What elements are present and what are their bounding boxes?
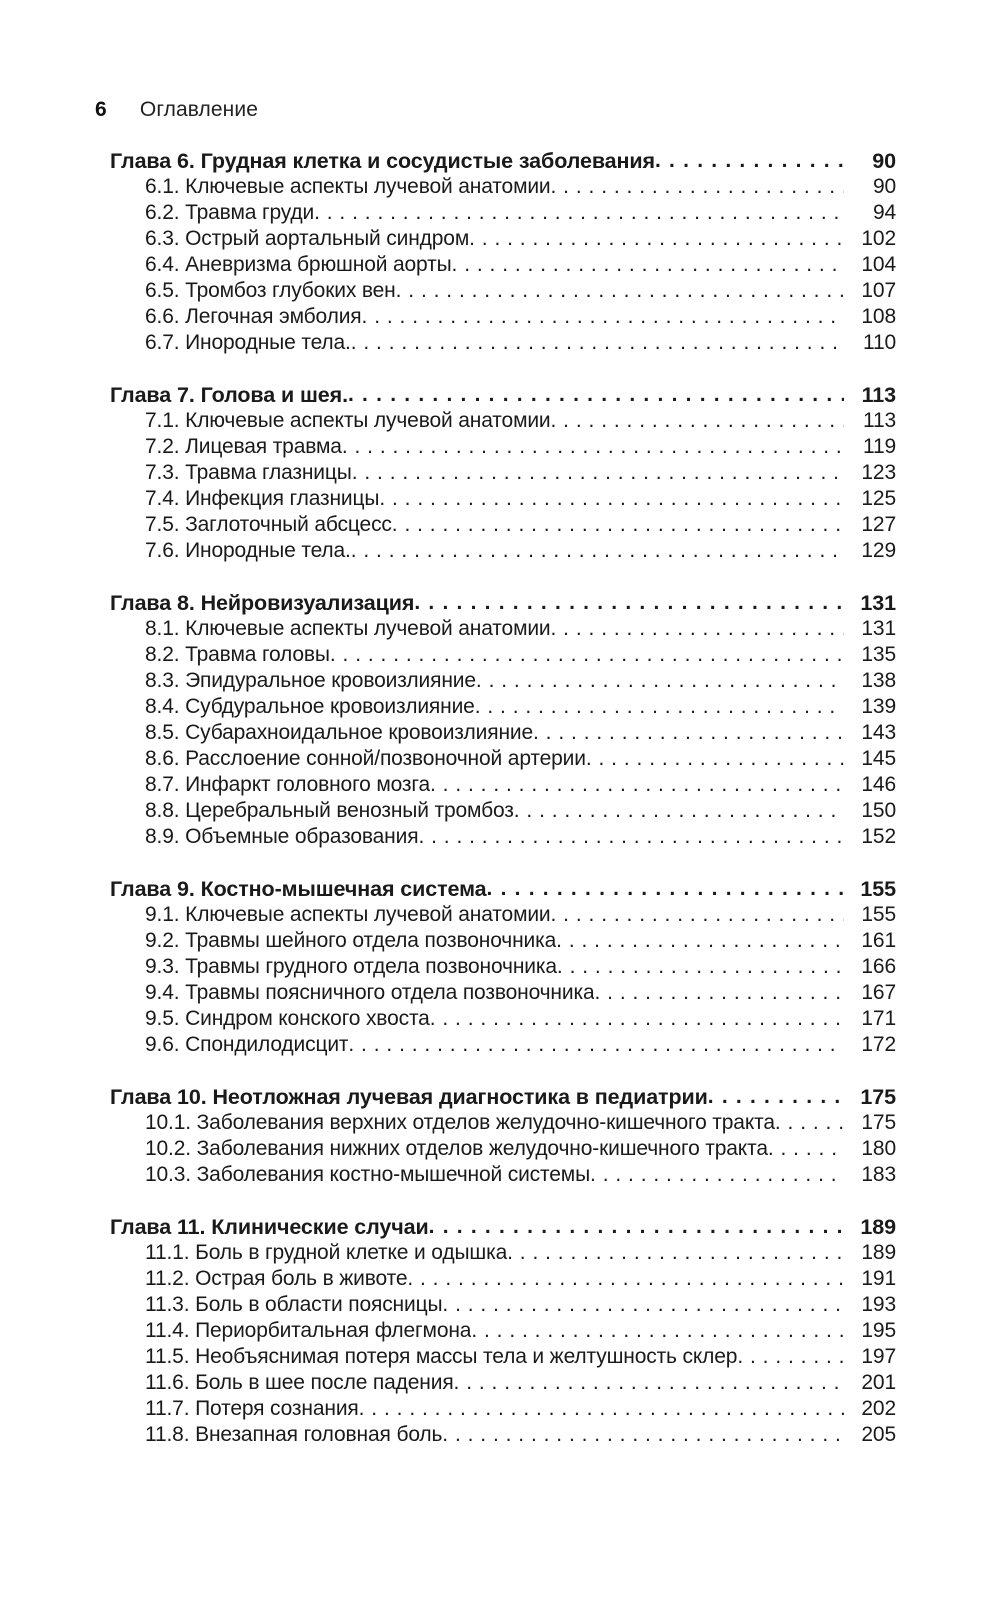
toc-section-row[interactable]	[110, 1292, 896, 1318]
running-header	[95, 98, 258, 122]
toc-section-row[interactable]	[110, 1318, 896, 1344]
toc-section-row[interactable]	[110, 460, 896, 486]
toc-section-title: 9.6. Спондилодисцит	[145, 1033, 349, 1056]
toc-chapter-page-number: 189	[860, 1215, 896, 1239]
toc-section-title: 8.4. Субдуральное кровоизлияние	[145, 695, 475, 718]
dot-leader	[514, 798, 844, 824]
toc-section-page-number: 155	[861, 903, 896, 926]
toc-chapter-row[interactable]	[110, 148, 896, 174]
toc-section-row[interactable]	[110, 694, 896, 720]
toc-section-row[interactable]	[110, 408, 896, 434]
dot-leader	[476, 668, 844, 694]
toc-section-title: 11.3. Боль в области поясницы	[145, 1293, 443, 1316]
toc-section-page-number: 193	[861, 1293, 896, 1316]
toc-chapter-title: Глава 8. Нейровизуализация	[110, 591, 415, 615]
toc-section-row[interactable]	[110, 1240, 896, 1266]
toc-section-title: 8.1. Ключевые аспекты лучевой анатомии	[145, 617, 551, 640]
toc-section-row[interactable]	[110, 512, 896, 538]
dot-leader	[737, 1344, 844, 1370]
dot-leader	[442, 1292, 844, 1318]
dot-leader	[507, 1240, 844, 1266]
toc-section-page-number: 191	[861, 1267, 896, 1290]
toc-chapter-block	[110, 876, 896, 1058]
dot-leader	[359, 1396, 844, 1422]
toc-chapter-block	[110, 1084, 896, 1188]
toc-chapter-row[interactable]	[110, 590, 896, 616]
dot-leader	[418, 824, 844, 850]
dot-leader	[475, 694, 844, 720]
dot-leader	[533, 720, 844, 746]
toc-section-title: 7.5. Заглоточный абсцесс	[145, 513, 392, 536]
dot-leader	[551, 616, 844, 642]
toc-section-page-number: 139	[861, 695, 896, 718]
toc-section-page-number: 145	[861, 747, 896, 770]
toc-section-title: 11.6. Боль в шее после падения	[145, 1371, 454, 1394]
toc-section-row[interactable]	[110, 798, 896, 824]
toc-chapter-block	[110, 382, 896, 564]
dot-leader	[396, 278, 844, 304]
toc-chapter-title: Глава 11. Клинические случаи	[110, 1215, 429, 1239]
toc-section-title: 8.5. Субарахноидальное кровоизлияние	[145, 721, 534, 744]
dot-leader	[442, 1422, 844, 1448]
toc-section-page-number: 119	[862, 435, 896, 458]
toc-section-page-number: 127	[861, 513, 896, 536]
toc-section-title: 11.1. Боль в грудной клетке и одышка	[145, 1241, 508, 1264]
toc-section-page-number: 123	[861, 461, 896, 484]
dot-leader	[469, 226, 844, 252]
toc-section-row[interactable]	[110, 1422, 896, 1448]
dot-leader	[314, 200, 844, 226]
dot-leader	[351, 538, 844, 564]
toc-chapter-page-number: 131	[860, 591, 896, 615]
toc-section-title: 7.2. Лицевая травма	[145, 435, 342, 458]
dot-leader	[414, 590, 844, 616]
toc-section-title: 6.5. Тромбоз глубоких вен	[145, 279, 396, 302]
toc-chapter-title: Глава 7. Голова и шея.	[110, 383, 348, 407]
dot-leader	[342, 434, 844, 460]
toc-section-row[interactable]	[110, 902, 896, 928]
toc-section-row[interactable]	[110, 824, 896, 850]
dot-leader	[655, 148, 844, 174]
toc-section-page-number: 138	[861, 669, 896, 692]
toc-section-row[interactable]	[110, 174, 896, 200]
toc-section-row[interactable]	[110, 1266, 896, 1292]
toc-section-title: 11.7. Потеря сознания	[145, 1397, 359, 1420]
dot-leader	[551, 174, 844, 200]
toc-section-page-number: 180	[861, 1137, 896, 1160]
toc-section-row[interactable]	[110, 980, 896, 1006]
toc-section-title: 6.2. Травма груди	[145, 201, 315, 224]
dot-leader	[351, 330, 844, 356]
toc-section-page-number: 205	[861, 1423, 896, 1446]
toc-section-row[interactable]	[110, 1110, 896, 1136]
dot-leader	[348, 1032, 844, 1058]
toc-section-page-number: 113	[862, 409, 896, 432]
dot-leader	[775, 1110, 844, 1136]
dot-leader	[330, 642, 844, 668]
dot-leader	[407, 1266, 844, 1292]
dot-leader	[708, 1084, 844, 1110]
dot-leader	[392, 512, 844, 538]
toc-section-title: 10.1. Заболевания верхних отделов желудочно-кишечного тракта	[145, 1111, 775, 1134]
toc-section-page-number: 94	[872, 201, 896, 224]
dot-leader	[452, 252, 844, 278]
toc-section-page-number: 110	[862, 331, 896, 354]
toc-section-row[interactable]	[110, 1396, 896, 1422]
toc-chapter-title: Глава 6. Грудная клетка и сосудистые заболевания	[110, 149, 655, 173]
toc-chapter-title: Глава 10. Неотложная лучевая диагностика в педиатрии	[110, 1085, 708, 1109]
dot-leader	[379, 486, 844, 512]
toc-section-title: 8.2. Травма головы	[145, 643, 330, 666]
toc-section-page-number: 131	[861, 617, 896, 640]
toc-section-title: 7.1. Ключевые аспекты лучевой анатомии	[145, 409, 551, 432]
toc-section-title: 8.9. Объемные образования	[145, 825, 419, 848]
dot-leader	[430, 1006, 844, 1032]
toc-section-row[interactable]	[110, 954, 896, 980]
toc-section-row[interactable]	[110, 746, 896, 772]
toc-section-page-number: 102	[861, 227, 896, 250]
toc-section-title: 11.5. Необъяснимая потеря массы тела и желтушность склер	[145, 1345, 738, 1368]
dot-leader	[594, 980, 844, 1006]
toc-section-row[interactable]	[110, 928, 896, 954]
toc-section-title: 9.5. Синдром конского хвоста	[145, 1007, 430, 1030]
toc-section-page-number: 107	[861, 279, 896, 302]
page-title: Оглавление	[139, 98, 258, 121]
toc-section-page-number: 150	[861, 799, 896, 822]
toc-section-row[interactable]	[110, 434, 896, 460]
toc-chapter-row[interactable]	[110, 382, 896, 408]
toc-chapter-page-number: 113	[861, 383, 896, 407]
toc-chapter-row[interactable]	[110, 1214, 896, 1240]
toc-section-page-number: 189	[861, 1241, 896, 1264]
toc-section-title: 10.2. Заболевания нижних отделов желудочно-кишечного тракта	[145, 1137, 768, 1160]
toc-chapter-page-number: 90	[872, 149, 896, 173]
toc-chapter-page-number: 175	[860, 1085, 896, 1109]
toc-section-title: 8.3. Эпидуральное кровоизлияние	[145, 669, 476, 692]
toc-section-page-number: 171	[861, 1007, 896, 1030]
toc-section-row[interactable]	[110, 252, 896, 278]
toc-section-page-number: 90	[872, 175, 896, 198]
toc-section-row[interactable]	[110, 720, 896, 746]
toc-section-row[interactable]	[110, 1136, 896, 1162]
toc-section-title: 7.6. Инородные тела.	[145, 539, 351, 562]
dot-leader	[557, 954, 844, 980]
toc-section-row[interactable]	[110, 486, 896, 512]
dot-leader	[768, 1136, 844, 1162]
dot-leader	[352, 460, 844, 486]
toc-section-title: 8.7. Инфаркт головного мозга	[145, 773, 430, 796]
toc-chapter-page-number: 155	[860, 877, 896, 901]
dot-leader	[487, 876, 844, 902]
toc-section-title: 6.3. Острый аортальный синдром	[145, 227, 470, 250]
toc-section-row[interactable]	[110, 1032, 896, 1058]
toc-section-page-number: 201	[861, 1371, 896, 1394]
toc-section-page-number: 202	[861, 1397, 896, 1420]
toc-section-row[interactable]	[110, 330, 896, 356]
toc-section-row[interactable]	[110, 1370, 896, 1396]
toc-section-page-number: 175	[861, 1111, 896, 1134]
dot-leader	[454, 1370, 844, 1396]
toc-chapter-title: Глава 9. Костно-мышечная система	[110, 877, 487, 901]
toc-section-row[interactable]	[110, 278, 896, 304]
toc-section-title: 6.6. Легочная эмболия	[145, 305, 362, 328]
toc-section-row[interactable]	[110, 226, 896, 252]
toc-section-title: 9.4. Травмы поясничного отдела позвоночника	[145, 981, 595, 1004]
dot-leader	[551, 902, 844, 928]
toc-chapter-block	[110, 148, 896, 356]
toc-section-title: 10.3. Заболевания костно-мышечной системы	[145, 1163, 591, 1186]
toc-section-row[interactable]	[110, 772, 896, 798]
dot-leader	[551, 408, 844, 434]
toc-chapter-block	[110, 590, 896, 850]
toc-section-page-number: 143	[861, 721, 896, 744]
toc-section-title: 6.1. Ключевые аспекты лучевой анатомии	[145, 175, 551, 198]
toc-section-page-number: 108	[861, 305, 896, 328]
toc-section-row[interactable]	[110, 1162, 896, 1188]
toc-section-row[interactable]	[110, 642, 896, 668]
dot-leader	[471, 1318, 844, 1344]
toc-chapter-block	[110, 1214, 896, 1448]
toc-section-title: 7.4. Инфекция глазницы	[145, 487, 380, 510]
toc-section-row[interactable]	[110, 304, 896, 330]
toc-section-page-number: 161	[861, 929, 896, 952]
toc-section-page-number: 104	[861, 253, 896, 276]
toc-section-title: 11.2. Острая боль в животе	[145, 1267, 408, 1290]
toc-section-page-number: 183	[861, 1163, 896, 1186]
toc-chapter-row[interactable]	[110, 876, 896, 902]
toc-section-page-number: 146	[861, 773, 896, 796]
dot-leader	[430, 772, 844, 798]
toc-section-title: 11.4. Периорбитальная флегмона	[145, 1319, 472, 1342]
toc-section-title: 7.3. Травма глазницы	[145, 461, 352, 484]
page-folio-number: 6	[95, 98, 107, 121]
toc-chapter-row[interactable]	[110, 1084, 896, 1110]
toc-section-page-number: 152	[861, 825, 896, 848]
toc-section-title: 6.4. Аневризма брюшной аорты	[145, 253, 452, 276]
toc-section-page-number: 129	[861, 539, 896, 562]
toc-section-title: 9.1. Ключевые аспекты лучевой анатомии	[145, 903, 551, 926]
dot-leader	[348, 382, 844, 408]
toc-section-page-number: 197	[861, 1345, 896, 1368]
dot-leader	[362, 304, 844, 330]
toc-section-row[interactable]	[110, 668, 896, 694]
toc-section-page-number: 135	[861, 643, 896, 666]
toc-section-page-number: 125	[861, 487, 896, 510]
toc-section-title: 8.8. Церебральный венозный тромбоз	[145, 799, 514, 822]
toc-section-title: 9.2. Травмы шейного отдела позвоночника	[145, 929, 557, 952]
toc-section-page-number: 166	[861, 955, 896, 978]
toc-section-row[interactable]	[110, 1006, 896, 1032]
dot-leader	[429, 1214, 844, 1240]
toc-section-row[interactable]	[110, 1344, 896, 1370]
toc-section-page-number: 172	[861, 1033, 896, 1056]
toc-section-row[interactable]	[110, 616, 896, 642]
dot-leader	[556, 928, 844, 954]
toc-section-title: 8.6. Расслоение сонной/позвоночной артерии	[145, 747, 586, 770]
dot-leader	[586, 746, 844, 772]
toc-section-page-number: 167	[861, 981, 896, 1004]
toc-section-row[interactable]	[110, 200, 896, 226]
dot-leader	[590, 1162, 844, 1188]
toc-section-title: 9.3. Травмы грудного отдела позвоночника	[145, 955, 557, 978]
toc-section-title: 11.8. Внезапная головная боль	[145, 1423, 443, 1446]
table-of-contents	[110, 148, 896, 1448]
toc-section-row[interactable]	[110, 538, 896, 564]
toc-section-page-number: 195	[861, 1319, 896, 1342]
toc-section-title: 6.7. Инородные тела.	[145, 331, 351, 354]
